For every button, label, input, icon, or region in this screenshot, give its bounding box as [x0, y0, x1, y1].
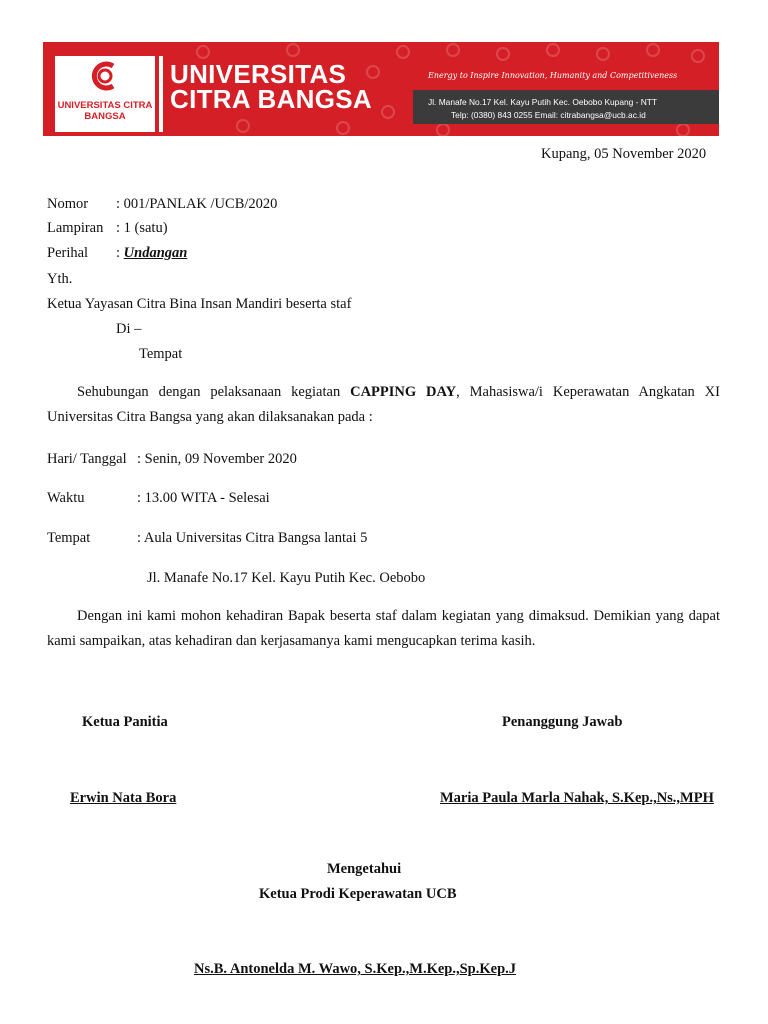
lampiran-value: : 1 (satu) [116, 220, 168, 236]
sign-right-name: Maria Paula Marla Nahak, S.Kep.,Ns.,MPH [440, 790, 714, 806]
contact-line: Telp: (0380) 843 0255 Email: citrabangsa@ucb.ac.id [451, 110, 646, 120]
letterhead-divider [159, 56, 163, 132]
tempat-word: Tempat [139, 346, 183, 362]
tempat-value: : Aula Universitas Citra Bangsa lantai 5 [137, 530, 368, 546]
address-line: Jl. Manafe No.17 Kel. Kayu Putih Kec. Oebobo Kupang - NTT [428, 97, 658, 107]
yth: Yth. [47, 271, 73, 287]
kaprodi-title: Ketua Prodi Keperawatan UCB [259, 886, 457, 902]
nomor-label: Nomor [47, 196, 89, 212]
nomor-value: : 001/PANLAK /UCB/2020 [116, 196, 278, 212]
tempat-address: Jl. Manafe No.17 Kel. Kayu Putih Kec. Oebobo [147, 570, 426, 586]
event-name: CAPPING DAY [350, 384, 457, 400]
letterhead-banner [43, 42, 719, 136]
perihal-colon: : [116, 245, 121, 261]
tempat-label: Tempat [47, 530, 91, 546]
perihal-value [116, 244, 187, 262]
waktu-label: Waktu [47, 490, 85, 506]
para1-after: , Mahasiswa/i Keperawatan Angkatan XI Universitas Citra Bangsa yang akan dilaksanakan pada : [47, 384, 720, 425]
logo-mark-icon [87, 60, 123, 92]
paragraph-closing: Dengan ini kami mohon kehadiran Bapak beserta staf dalam kegiatan yang dimaksud. Demikian yang dapat kami sampaikan, atas kehadiran dan kerjasamanya kami mengucapkan terima kasih. [47, 608, 720, 649]
paragraph-opening [47, 380, 720, 430]
lampiran-label: Lampiran [47, 220, 104, 236]
logo-text: UNIVERSITAS CITRA BANGSA [57, 100, 153, 122]
di-line: Di – [116, 321, 142, 337]
university-name [170, 59, 372, 114]
para1-before: Sehubungan dengan pelaksanaan kegiatan [77, 384, 351, 400]
hari-value: : Senin, 09 November 2020 [137, 451, 297, 467]
logo [55, 56, 155, 132]
university-name-line2: CITRA BANGSA [170, 84, 372, 114]
sign-left-title: Ketua Panitia [82, 714, 168, 730]
recipient: Ketua Yayasan Citra Bina Insan Mandiri beserta staf [47, 296, 352, 312]
perihal-label: Perihal [47, 245, 89, 261]
mengetahui: Mengetahui [327, 861, 402, 877]
tagline: Energy to Inspire Innovation, Humanity and Competitiveness [428, 71, 678, 80]
perihal-subject: Undangan [123, 245, 188, 261]
kaprodi-name: Ns.B. Antonelda M. Wawo, S.Kep.,M.Kep.,Sp.Kep.J [194, 961, 517, 977]
hari-label: Hari/ Tanggal [47, 451, 127, 467]
sign-right-title: Penanggung Jawab [502, 714, 623, 730]
date-line: Kupang, 05 November 2020 [541, 146, 707, 162]
waktu-value: : 13.00 WITA - Selesai [137, 490, 270, 506]
university-name-line1: UNIVERSITAS [170, 59, 347, 89]
sign-left-name: Erwin Nata Bora [70, 790, 177, 806]
